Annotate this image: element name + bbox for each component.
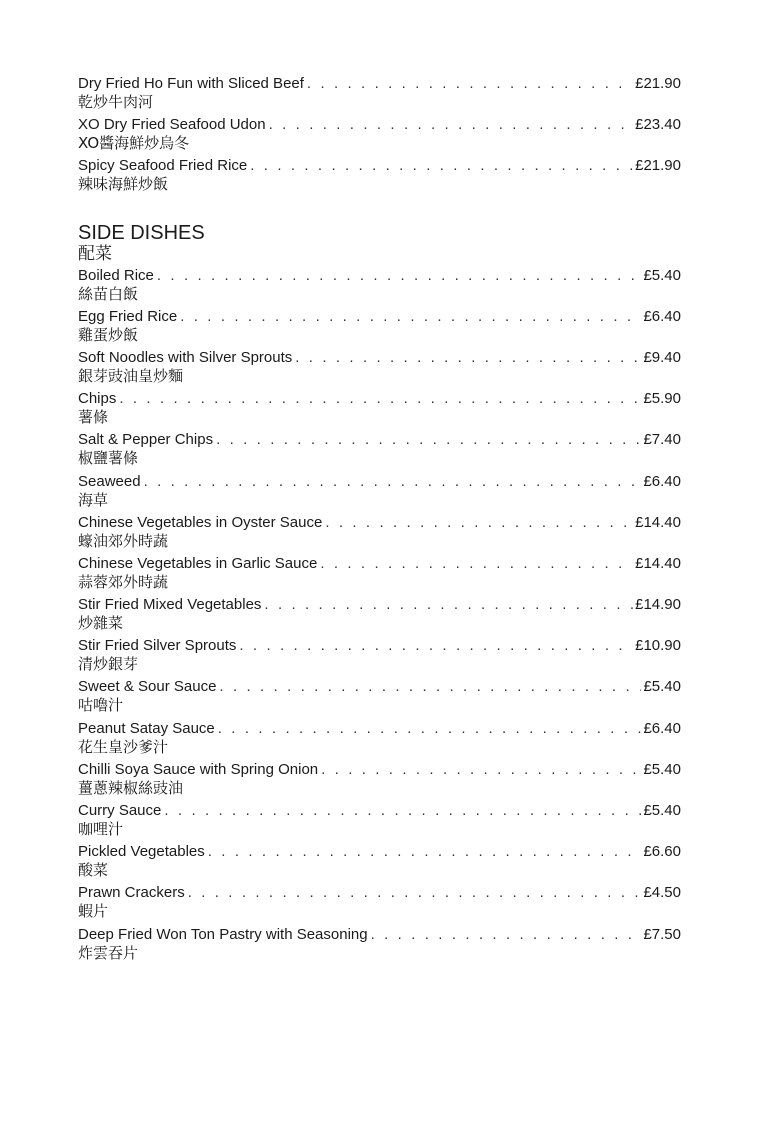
- item-chinese-name: 炒雜菜: [78, 614, 124, 633]
- dot-leader: [307, 74, 633, 93]
- item-name: Pickled Vegetables: [78, 843, 205, 861]
- item-price: £6.40: [643, 307, 681, 325]
- item-chinese-name: XO醬海鮮炒烏冬: [78, 134, 190, 153]
- item-price: £23.40: [635, 116, 681, 134]
- item-price: £14.40: [635, 513, 681, 531]
- item-chinese-name: 炸雲吞片: [78, 943, 139, 962]
- item-name: Chips: [78, 390, 117, 408]
- menu-item: [78, 513, 681, 554]
- item-name: Chilli Soya Sauce with Spring Onion: [78, 760, 319, 778]
- item-price: £4.50: [643, 884, 681, 902]
- item-name: Curry Sauce: [78, 802, 162, 819]
- dot-leader: [157, 266, 642, 285]
- dot-leader: [325, 513, 633, 532]
- menu-item: [78, 636, 681, 677]
- menu-item: [78, 925, 681, 966]
- dot-leader: [264, 595, 633, 614]
- item-price: £6.40: [643, 472, 681, 490]
- item-chinese-name: 蒜蓉郊外時蔬: [78, 572, 169, 591]
- item-name: Deep Fried Won Ton Pastry with Seasoning: [78, 925, 368, 943]
- menu-item: [78, 266, 681, 307]
- item-chinese-name: 花生皇沙爹汁: [78, 737, 169, 756]
- top-items-list: [78, 74, 681, 198]
- dot-leader: [218, 719, 642, 738]
- item-name: Chinese Vegetables in Oyster Sauce: [78, 513, 323, 531]
- menu-item: [78, 348, 681, 389]
- item-chinese-name: 乾炒牛肉河: [78, 93, 154, 111]
- dot-leader: [269, 115, 634, 134]
- item-price: £5.40: [643, 760, 681, 778]
- item-chinese-name: 蝦片: [78, 902, 109, 921]
- item-price: £14.40: [635, 554, 681, 572]
- item-price: £10.90: [635, 637, 681, 655]
- side-dishes-list: [78, 266, 681, 966]
- item-chinese-name: 咖哩汁: [78, 820, 124, 838]
- dot-leader: [180, 307, 641, 326]
- item-price: £5.40: [643, 266, 681, 284]
- item-name: Stir Fried Mixed Vegetables: [78, 596, 262, 614]
- item-price: £5.90: [643, 390, 681, 408]
- menu-item: [78, 389, 681, 430]
- item-chinese-name: 蠔油郊外時蔬: [78, 531, 169, 550]
- menu-item: [78, 156, 681, 197]
- item-name: Peanut Satay Sauce: [78, 719, 215, 737]
- menu-item: [78, 719, 681, 760]
- menu-item: [78, 115, 681, 156]
- dot-leader: [208, 842, 642, 861]
- menu-item: [78, 472, 681, 513]
- dot-leader: [188, 883, 642, 902]
- side-dishes-section: [78, 222, 681, 966]
- item-chinese-name: 清炒銀芽: [78, 655, 139, 674]
- item-name: Boiled Rice: [78, 266, 154, 284]
- item-chinese-name: 椒鹽薯條: [78, 449, 139, 468]
- item-name: Seaweed: [78, 472, 141, 490]
- item-price: £5.40: [643, 802, 681, 819]
- item-name: Egg Fried Rice: [78, 307, 178, 325]
- item-chinese-name: 絲苗白飯: [78, 284, 139, 303]
- item-name: Spicy Seafood Fried Rice: [78, 157, 248, 175]
- item-price: £14.90: [635, 596, 681, 614]
- dot-leader: [320, 554, 633, 573]
- dot-leader: [164, 801, 641, 820]
- menu-page: [78, 74, 681, 966]
- item-name: Dry Fried Ho Fun with Sliced Beef: [78, 75, 304, 92]
- menu-item: [78, 595, 681, 636]
- item-chinese-name: 咕嚕汁: [78, 696, 124, 715]
- dot-leader: [119, 389, 641, 408]
- item-chinese-name: 雞蛋炒飯: [78, 325, 139, 344]
- dot-leader: [250, 156, 633, 175]
- item-chinese-name: 銀芽豉油皇炒麵: [78, 366, 184, 385]
- item-name: Sweet & Sour Sauce: [78, 678, 217, 696]
- item-price: £6.40: [643, 719, 681, 737]
- item-price: £7.50: [643, 925, 681, 943]
- item-name: XO Dry Fried Seafood Udon: [78, 116, 266, 134]
- menu-item: [78, 430, 681, 471]
- menu-item: [78, 307, 681, 348]
- item-name: Stir Fried Silver Sprouts: [78, 637, 237, 655]
- menu-item: [78, 801, 681, 842]
- item-name: Prawn Crackers: [78, 884, 185, 902]
- section-title: SIDE DISHES: [78, 221, 205, 244]
- item-price: £7.40: [643, 431, 681, 449]
- menu-item: [78, 74, 681, 115]
- item-price: £6.60: [643, 843, 681, 861]
- menu-item: [78, 760, 681, 801]
- dot-leader: [219, 677, 641, 696]
- dot-leader: [371, 925, 642, 944]
- item-chinese-name: 辣味海鮮炒飯: [78, 175, 169, 194]
- section-title-chinese: 配菜: [78, 243, 112, 264]
- dot-leader: [295, 348, 641, 367]
- item-name: Salt & Pepper Chips: [78, 431, 214, 449]
- dot-leader: [321, 760, 641, 779]
- dot-leader: [216, 430, 641, 449]
- item-chinese-name: 薑蔥辣椒絲豉油: [78, 778, 184, 797]
- menu-item: [78, 677, 681, 718]
- item-price: £9.40: [643, 348, 681, 366]
- menu-item: [78, 554, 681, 595]
- dot-leader: [239, 636, 633, 655]
- item-chinese-name: 海草: [78, 490, 109, 509]
- item-chinese-name: 酸菜: [78, 861, 109, 880]
- item-name: Chinese Vegetables in Garlic Sauce: [78, 554, 318, 572]
- item-price: £21.90: [635, 157, 681, 175]
- item-price: £5.40: [643, 678, 681, 696]
- item-name: Soft Noodles with Silver Sprouts: [78, 348, 293, 366]
- menu-item: [78, 883, 681, 924]
- item-chinese-name: 薯條: [78, 408, 109, 427]
- item-price: £21.90: [635, 75, 681, 92]
- menu-item: [78, 842, 681, 883]
- dot-leader: [144, 472, 642, 491]
